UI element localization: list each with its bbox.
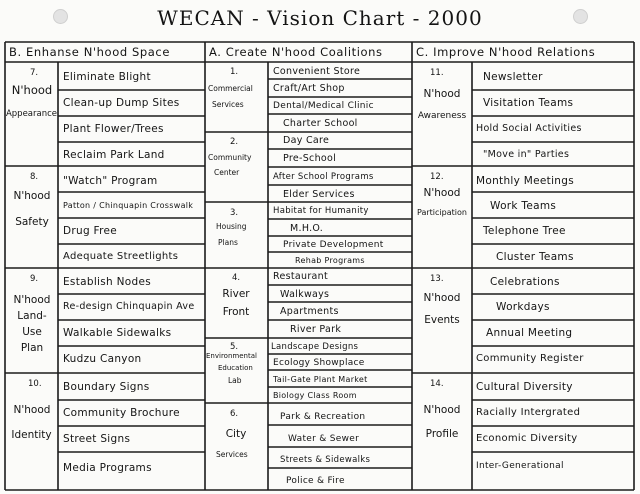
row-label-line: Lab [228,376,242,385]
row-number: 4. [232,273,241,283]
row-label-line: N'hood [13,190,51,202]
row-label-line: Awareness [417,111,467,121]
row-label-line: Participation [417,208,467,217]
row-label-line: N'hood [423,404,461,416]
row-label-line: Safety [15,216,49,228]
column-header-improve-relations: C. Improve N'hood Relations [416,45,596,59]
chart-title: WECAN - Vision Chart - 2000 [157,6,483,30]
column-header-enhance-space: B. Enhanse N'hood Space [9,45,171,59]
list-item: Convenient Store [273,66,361,77]
list-item: Plant Flower/Trees [63,123,164,135]
column-header-create-coalitions: A. Create N'hood Coalitions [209,45,383,59]
list-item: Celebrations [490,276,560,288]
list-item: Inter-Generational [476,461,564,471]
row-label-line: Plans [218,238,238,247]
row-number: 14. [430,379,444,389]
list-item: Charter School [283,118,358,129]
row-label-line: Identity [11,429,52,441]
list-item: Visitation Teams [483,97,574,109]
row-label-line: N'hood [423,187,461,199]
list-item: Cluster Teams [496,251,574,263]
row-number: 13. [430,274,444,284]
row-label-line: Services [216,450,248,459]
list-item: Landscape Designs [271,342,359,352]
list-item: Telephone Tree [483,225,566,237]
row-label-line: Center [214,168,240,177]
list-item: After School Programs [273,172,374,182]
list-item: Water & Sewer [288,434,360,444]
list-item: Elder Services [283,189,355,200]
row-label-line: Commercial [208,84,253,93]
list-item: River Park [290,324,342,335]
row-label-line: Services [212,100,244,109]
row-label-line: River [222,288,250,300]
row-number: 7. [30,68,39,78]
row-label-line: N'hood [13,404,51,416]
row-label-line: Use [22,326,42,338]
list-item: Day Care [283,135,330,146]
row-label-line: Land- [17,310,47,322]
list-item: Rehab Programs [295,256,365,265]
row-number: 6. [230,409,239,419]
list-item: Workdays [496,301,550,313]
row-label-line: N'hood [13,294,51,306]
row-label-line: N'hood [423,292,461,304]
list-item: Community Brochure [63,407,180,419]
list-item: Tail-Gate Plant Market [273,375,368,384]
list-item: Ecology Showplace [273,358,365,368]
list-item: Hold Social Activities [476,123,582,134]
row-label-line: Education [218,364,253,372]
list-item: Craft/Art Shop [273,83,345,94]
list-item: "Move in" Parties [483,149,570,160]
list-item: Street Signs [63,433,131,445]
list-item: Re-design Chinquapin Ave [63,301,195,312]
row-number: 9. [30,274,39,284]
list-item: Police & Fire [286,476,345,486]
row-number: 5. [230,342,239,352]
row-label-line: Appearance [5,109,58,119]
row-number: 10. [28,379,42,389]
list-item: Walkable Sidewalks [63,327,172,339]
list-item: Eliminate Blight [63,71,151,83]
list-item: M.H.O. [290,223,324,234]
list-item: Annual Meeting [486,327,573,339]
list-item: Kudzu Canyon [63,353,142,365]
row-number: 11. [430,68,444,78]
list-item: Apartments [280,306,339,317]
row-label-line: Profile [425,428,459,440]
row-label-line: Plan [20,342,44,354]
list-item: Patton / Chinquapin Crosswalk [63,201,194,210]
list-item: Walkways [280,289,330,300]
list-item: Racially Intergrated [476,407,581,418]
list-item: Newsletter [483,71,543,83]
list-item: Boundary Signs [63,381,150,393]
list-item: "Watch" Program [63,175,158,187]
list-item: Clean-up Dump Sites [63,97,180,109]
list-item: Park & Recreation [280,412,366,422]
list-item: Economic Diversity [476,433,578,444]
row-label-line: Housing [216,222,247,231]
list-item: Community Register [476,353,584,364]
row-label-line: Environmental [206,352,257,360]
row-number: 12. [430,172,444,182]
list-item: Drug Free [63,225,118,237]
list-item: Reclaim Park Land [63,149,165,161]
list-item: Adequate Streetlights [63,251,179,262]
list-item: Cultural Diversity [476,381,573,393]
list-item: Pre-School [283,153,337,164]
row-number: 3. [230,208,239,218]
list-item: Biology Class Room [273,391,357,400]
list-item: Media Programs [63,462,152,474]
row-label-line: N'hood [11,83,53,97]
row-label-line: Events [424,314,460,326]
list-item: Restaurant [273,271,329,282]
row-label-line: N'hood [423,88,461,100]
list-item: Private Development [283,240,384,250]
row-label-line: Front [222,306,250,318]
list-item: Habitat for Humanity [273,206,369,216]
row-label-line: Community [208,153,252,162]
row-number: 8. [30,172,39,182]
row-number: 2. [230,137,239,147]
list-item: Monthly Meetings [476,175,574,187]
list-item: Establish Nodes [63,276,151,288]
row-number: 1. [230,67,239,77]
row-label-line: City [225,428,247,440]
list-item: Work Teams [490,200,557,212]
list-item: Streets & Sidewalks [280,455,371,465]
list-item: Dental/Medical Clinic [273,101,374,111]
